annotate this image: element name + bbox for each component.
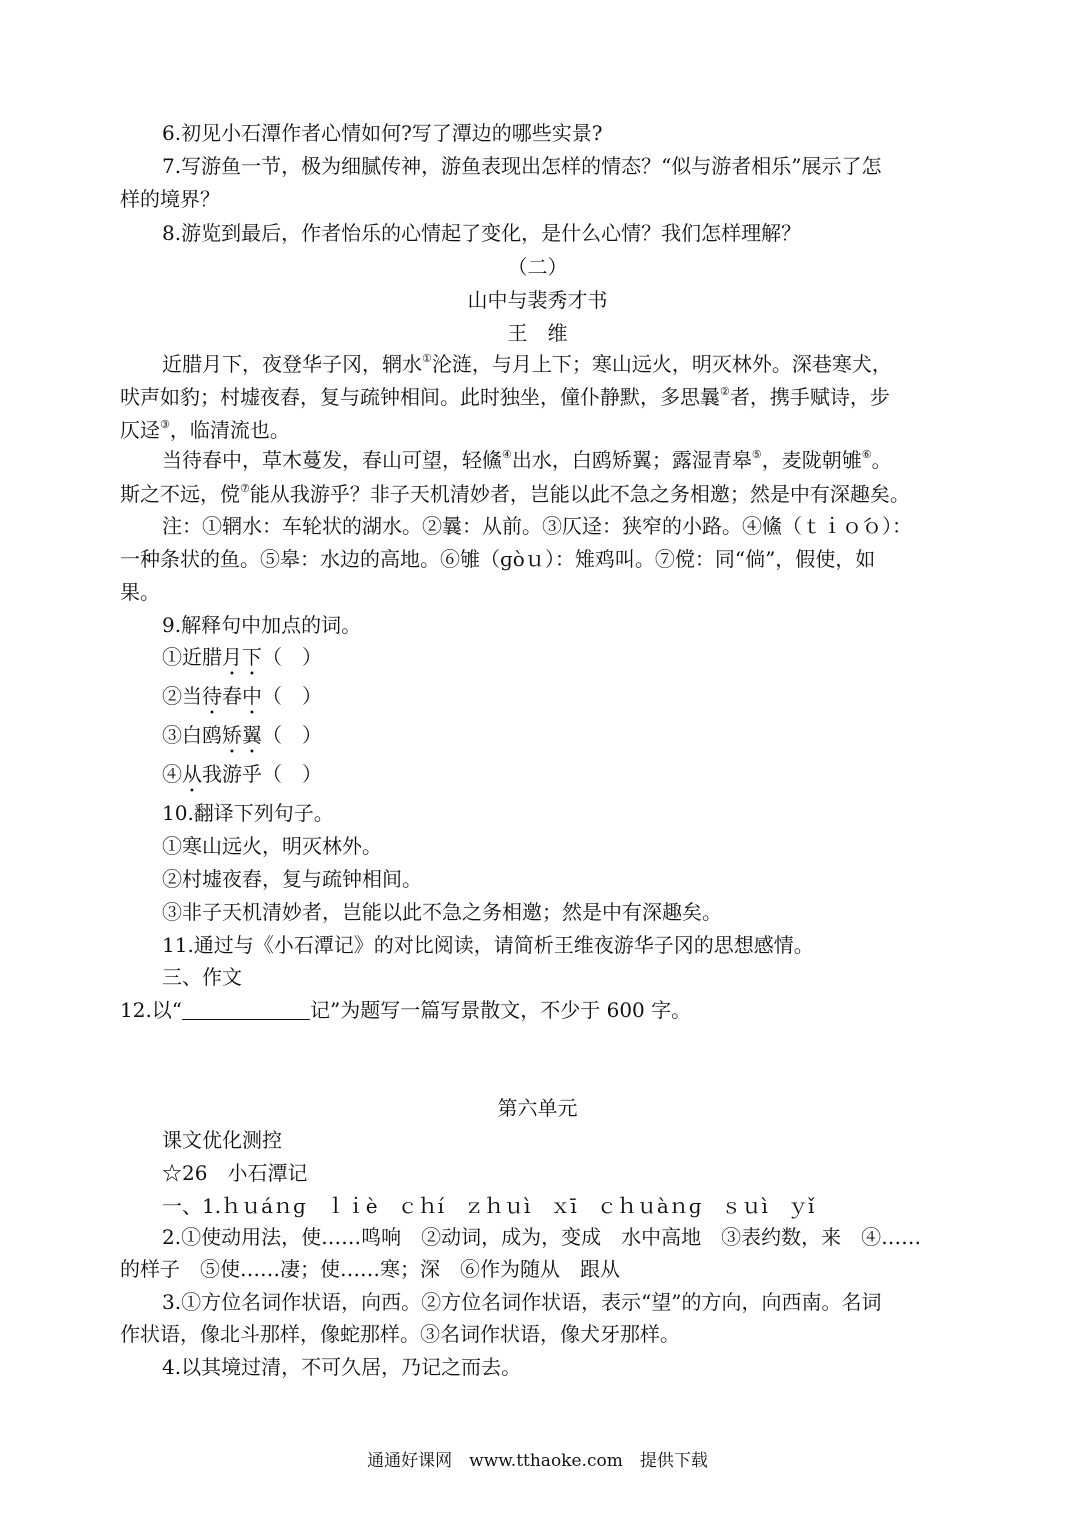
answer-3-line1: 3.①方位名词作状语，向西。②方位名词作状语，表示“望”的方向，向西南。名词 [162, 1290, 882, 1314]
passage-author: 王 维 [507, 321, 568, 345]
dotted-word: 中 [242, 684, 262, 708]
unit-subtitle: 课文优化测控 [162, 1128, 282, 1152]
answer-2-line2: 的样子 ⑤使……凄；使……寒；深 ⑥作为随从 跟从 [120, 1257, 620, 1281]
text-span: 者，携手赋诗，步 [729, 385, 890, 409]
dotted-word: 矫翼 [222, 723, 262, 747]
footnote-mark: ⑤ [751, 448, 762, 461]
question-12 [120, 997, 691, 1023]
footnote-mark: ④ [502, 448, 512, 461]
dotted-word: 待 [202, 684, 222, 708]
question-11: 11.通过与《小石潭记》的对比阅读，请简析王维夜游华子冈的思想感情。 [162, 933, 814, 957]
question-9: 9.解释句中加点的词。 [162, 613, 362, 637]
answer-blank: 我游乎（ ） [202, 762, 322, 786]
question-7-line1: 7.写游鱼一节，极为细腻传神，游鱼表现出怎样的情态？“似与游者相乐”展示了怎 [162, 154, 882, 178]
answer-blank: （ ） [262, 723, 322, 747]
text-span: 春 [222, 684, 242, 708]
text-span: ，临清流也。 [169, 418, 290, 442]
text-span: ③白鸥 [162, 723, 222, 747]
question-9-item1 [162, 644, 322, 680]
text-span: 当待春中，草木蔓发，春山可望，轻鯈 [162, 448, 502, 472]
passage-p2-line2 [120, 481, 910, 507]
text-span: 记”为题写一篇写景散文，不少于 600 字。 [310, 998, 692, 1022]
unit-title: 第六单元 [497, 1096, 578, 1120]
section-3-heading: 三、作文 [162, 965, 242, 989]
question-10: 10.翻译下列句子。 [162, 801, 334, 825]
notes-line1: 注：①辋水：车轮状的湖水。②曩：从前。③仄迳：狭窄的小路。④鯈（ｔｉｏ́ｏ）： [162, 514, 912, 538]
question-7-line2: 样的境界？ [120, 187, 220, 211]
fill-blank-line [182, 999, 310, 1020]
passage-p1-line1 [162, 351, 892, 377]
question-9-item2 [162, 683, 322, 719]
text-span: 近腊月下，夜登华子冈，辋水 [162, 352, 422, 376]
text-span: 仄迳 [120, 418, 160, 442]
lesson-title: ☆26 小石潭记 [162, 1161, 308, 1185]
question-9-item3 [162, 722, 322, 758]
passage-p2-line1 [162, 447, 892, 473]
footnote-mark: ⑥ [861, 448, 872, 461]
answer-3-line2: 作状语，像北斗那样，像蛇那样。③名词作状语，像犬牙那样。 [120, 1322, 680, 1346]
answer-blank: （ ） [262, 645, 322, 669]
text-span: ②当 [162, 684, 202, 708]
text-span: 出水，白鸥矫翼；露湿青皋 [511, 448, 752, 472]
footnote-mark: ① [422, 352, 432, 365]
question-9-item4 [162, 761, 322, 797]
answer-4: 4.以其境过清，不可久居，乃记之而去。 [162, 1355, 522, 1379]
text-span: 沦涟，与月上下；寒山远火，明灭林外。深巷寒犬， [431, 352, 892, 376]
text-span: 12.以“ [120, 998, 183, 1022]
text-span: ④ [162, 762, 182, 786]
answer-1: 一、1.ｈｕáｎɡ ｌｉè ｃｈí ｚｈｕì ｘī ｃｈｕàｎɡ ｓｕì ｙǐ [162, 1194, 815, 1218]
question-10-s1: ①寒山远火，明灭林外。 [162, 834, 382, 858]
text-span: ①近腊 [162, 645, 222, 669]
answer-blank: （ ） [262, 684, 322, 708]
passage-p1-line2 [120, 384, 890, 410]
question-10-s2: ②村墟夜舂，复与疏钟相间。 [162, 867, 422, 891]
text-span: 能从我游乎？非子天机清妙者，岂能以此不急之务相邀；然是中有深趣矣。 [249, 482, 910, 506]
passage-title: 山中与裴秀才书 [467, 288, 608, 312]
text-span: 吠声如豹；村墟夜舂，复与疏钟相间。此时独坐，僮仆静默，多思曩 [120, 385, 720, 409]
footnote-mark: ② [720, 385, 730, 398]
notes-line2: 一种条状的鱼。⑤皋：水边的高地。⑥雊（ɡòｕ）：雉鸡叫。⑦傥：同“倘”，假使，如 [120, 547, 876, 571]
dotted-word: 从 [182, 762, 202, 786]
section-number: （二） [507, 255, 568, 279]
question-6: 6.初见小石潭作者心情如何?写了潭边的哪些实景? [162, 121, 603, 145]
answer-2-line1: 2.①使动用法，使……鸣响 ②动词，成为，变成 水中高地 ③表约数，来 ④…… [162, 1225, 922, 1249]
text-span: 。 [871, 448, 892, 472]
text-span: 斯之不远，傥 [120, 482, 240, 506]
dotted-word: 月下 [222, 645, 262, 669]
page-footer: 通通好课网 www.tthaoke.com 提供下载 [367, 1451, 708, 1471]
question-8: 8.游览到最后，作者怡乐的心情起了变化，是什么心情？我们怎样理解？ [162, 221, 802, 245]
footnote-mark: ③ [160, 418, 170, 431]
passage-p1-line3 [120, 417, 290, 443]
text-span: ，麦陇朝雊 [761, 448, 862, 472]
question-10-s3: ③非子天机清妙者，岂能以此不急之务相邀；然是中有深趣矣。 [162, 900, 722, 924]
notes-line3: 果。 [120, 580, 160, 604]
footnote-mark: ⑦ [240, 482, 250, 495]
